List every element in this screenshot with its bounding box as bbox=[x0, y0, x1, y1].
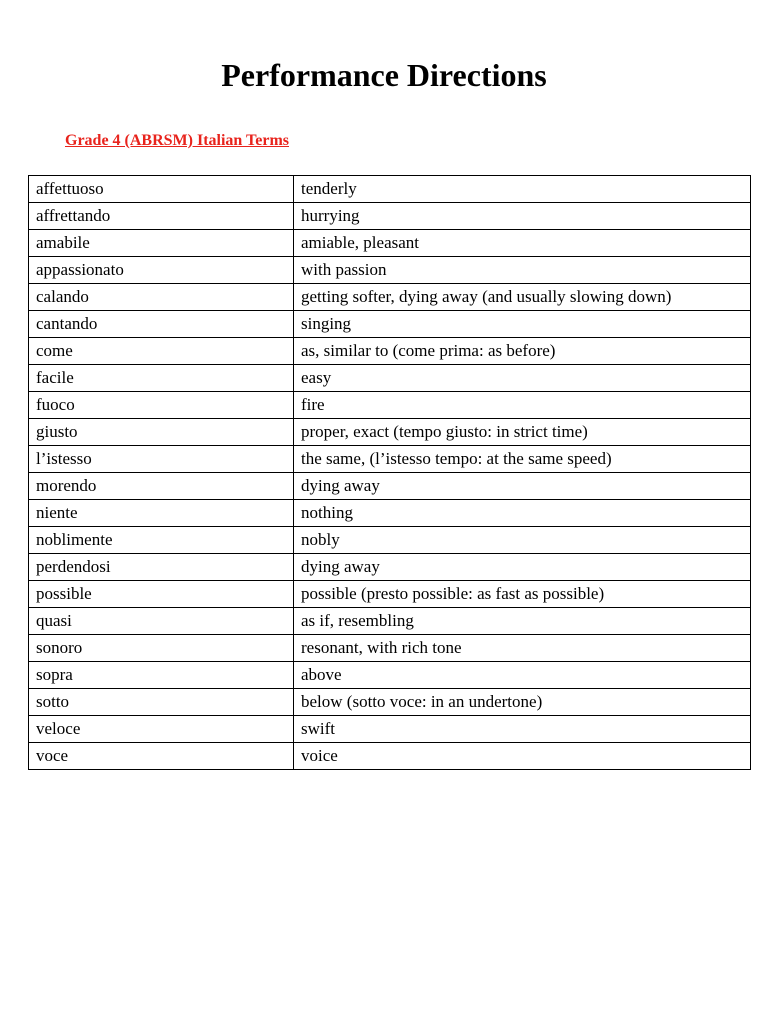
meaning-cell: with passion bbox=[294, 257, 751, 284]
meaning-cell: dying away bbox=[294, 554, 751, 581]
table-row bbox=[29, 338, 751, 365]
terms-table-body bbox=[29, 176, 751, 770]
page-title: Performance Directions bbox=[221, 57, 547, 94]
meaning-cell: as, similar to (come prima: as before) bbox=[294, 338, 751, 365]
italian-term-cell: facile bbox=[29, 365, 294, 392]
italian-term-cell: affrettando bbox=[29, 203, 294, 230]
italian-term-cell: sonoro bbox=[29, 635, 294, 662]
table-row bbox=[29, 635, 751, 662]
italian-term-cell: affettuoso bbox=[29, 176, 294, 203]
italian-term-cell: veloce bbox=[29, 716, 294, 743]
italian-term-cell: calando bbox=[29, 284, 294, 311]
table-row bbox=[29, 689, 751, 716]
meaning-cell: easy bbox=[294, 365, 751, 392]
italian-term-cell: l’istesso bbox=[29, 446, 294, 473]
meaning-cell: below (sotto voce: in an undertone) bbox=[294, 689, 751, 716]
italian-term-cell: quasi bbox=[29, 608, 294, 635]
italian-term-cell: niente bbox=[29, 500, 294, 527]
meaning-cell: swift bbox=[294, 716, 751, 743]
meaning-cell: as if, resembling bbox=[294, 608, 751, 635]
meaning-cell: dying away bbox=[294, 473, 751, 500]
italian-term-cell: cantando bbox=[29, 311, 294, 338]
italian-term-cell: perdendosi bbox=[29, 554, 294, 581]
meaning-cell: nobly bbox=[294, 527, 751, 554]
table-row bbox=[29, 446, 751, 473]
table-row bbox=[29, 311, 751, 338]
italian-term-cell: sotto bbox=[29, 689, 294, 716]
table-row bbox=[29, 284, 751, 311]
table-row bbox=[29, 392, 751, 419]
italian-term-cell: possible bbox=[29, 581, 294, 608]
table-row bbox=[29, 581, 751, 608]
meaning-cell: singing bbox=[294, 311, 751, 338]
meaning-cell: possible (presto possible: as fast as possible) bbox=[294, 581, 751, 608]
table-row bbox=[29, 743, 751, 770]
table-row bbox=[29, 473, 751, 500]
italian-term-cell: amabile bbox=[29, 230, 294, 257]
table-row bbox=[29, 203, 751, 230]
italian-term-cell: morendo bbox=[29, 473, 294, 500]
italian-term-cell: noblimente bbox=[29, 527, 294, 554]
italian-term-cell: come bbox=[29, 338, 294, 365]
italian-term-cell: appassionato bbox=[29, 257, 294, 284]
table-row bbox=[29, 176, 751, 203]
table-row bbox=[29, 257, 751, 284]
meaning-cell: resonant, with rich tone bbox=[294, 635, 751, 662]
meaning-cell: hurrying bbox=[294, 203, 751, 230]
table-row bbox=[29, 500, 751, 527]
table-row bbox=[29, 230, 751, 257]
meaning-cell: above bbox=[294, 662, 751, 689]
meaning-cell: nothing bbox=[294, 500, 751, 527]
table-row bbox=[29, 554, 751, 581]
table-row bbox=[29, 419, 751, 446]
table-row bbox=[29, 365, 751, 392]
meaning-cell: amiable, pleasant bbox=[294, 230, 751, 257]
section-heading: Grade 4 (ABRSM) Italian Terms bbox=[65, 132, 289, 149]
italian-term-cell: sopra bbox=[29, 662, 294, 689]
table-row bbox=[29, 527, 751, 554]
italian-terms-table bbox=[28, 175, 751, 770]
italian-term-cell: fuoco bbox=[29, 392, 294, 419]
meaning-cell: proper, exact (tempo giusto: in strict time) bbox=[294, 419, 751, 446]
italian-term-cell: giusto bbox=[29, 419, 294, 446]
meaning-cell: fire bbox=[294, 392, 751, 419]
table-row bbox=[29, 716, 751, 743]
meaning-cell: tenderly bbox=[294, 176, 751, 203]
meaning-cell: voice bbox=[294, 743, 751, 770]
meaning-cell: getting softer, dying away (and usually slowing down) bbox=[294, 284, 751, 311]
table-row bbox=[29, 662, 751, 689]
italian-term-cell: voce bbox=[29, 743, 294, 770]
table-row bbox=[29, 608, 751, 635]
meaning-cell: the same, (l’istesso tempo: at the same speed) bbox=[294, 446, 751, 473]
